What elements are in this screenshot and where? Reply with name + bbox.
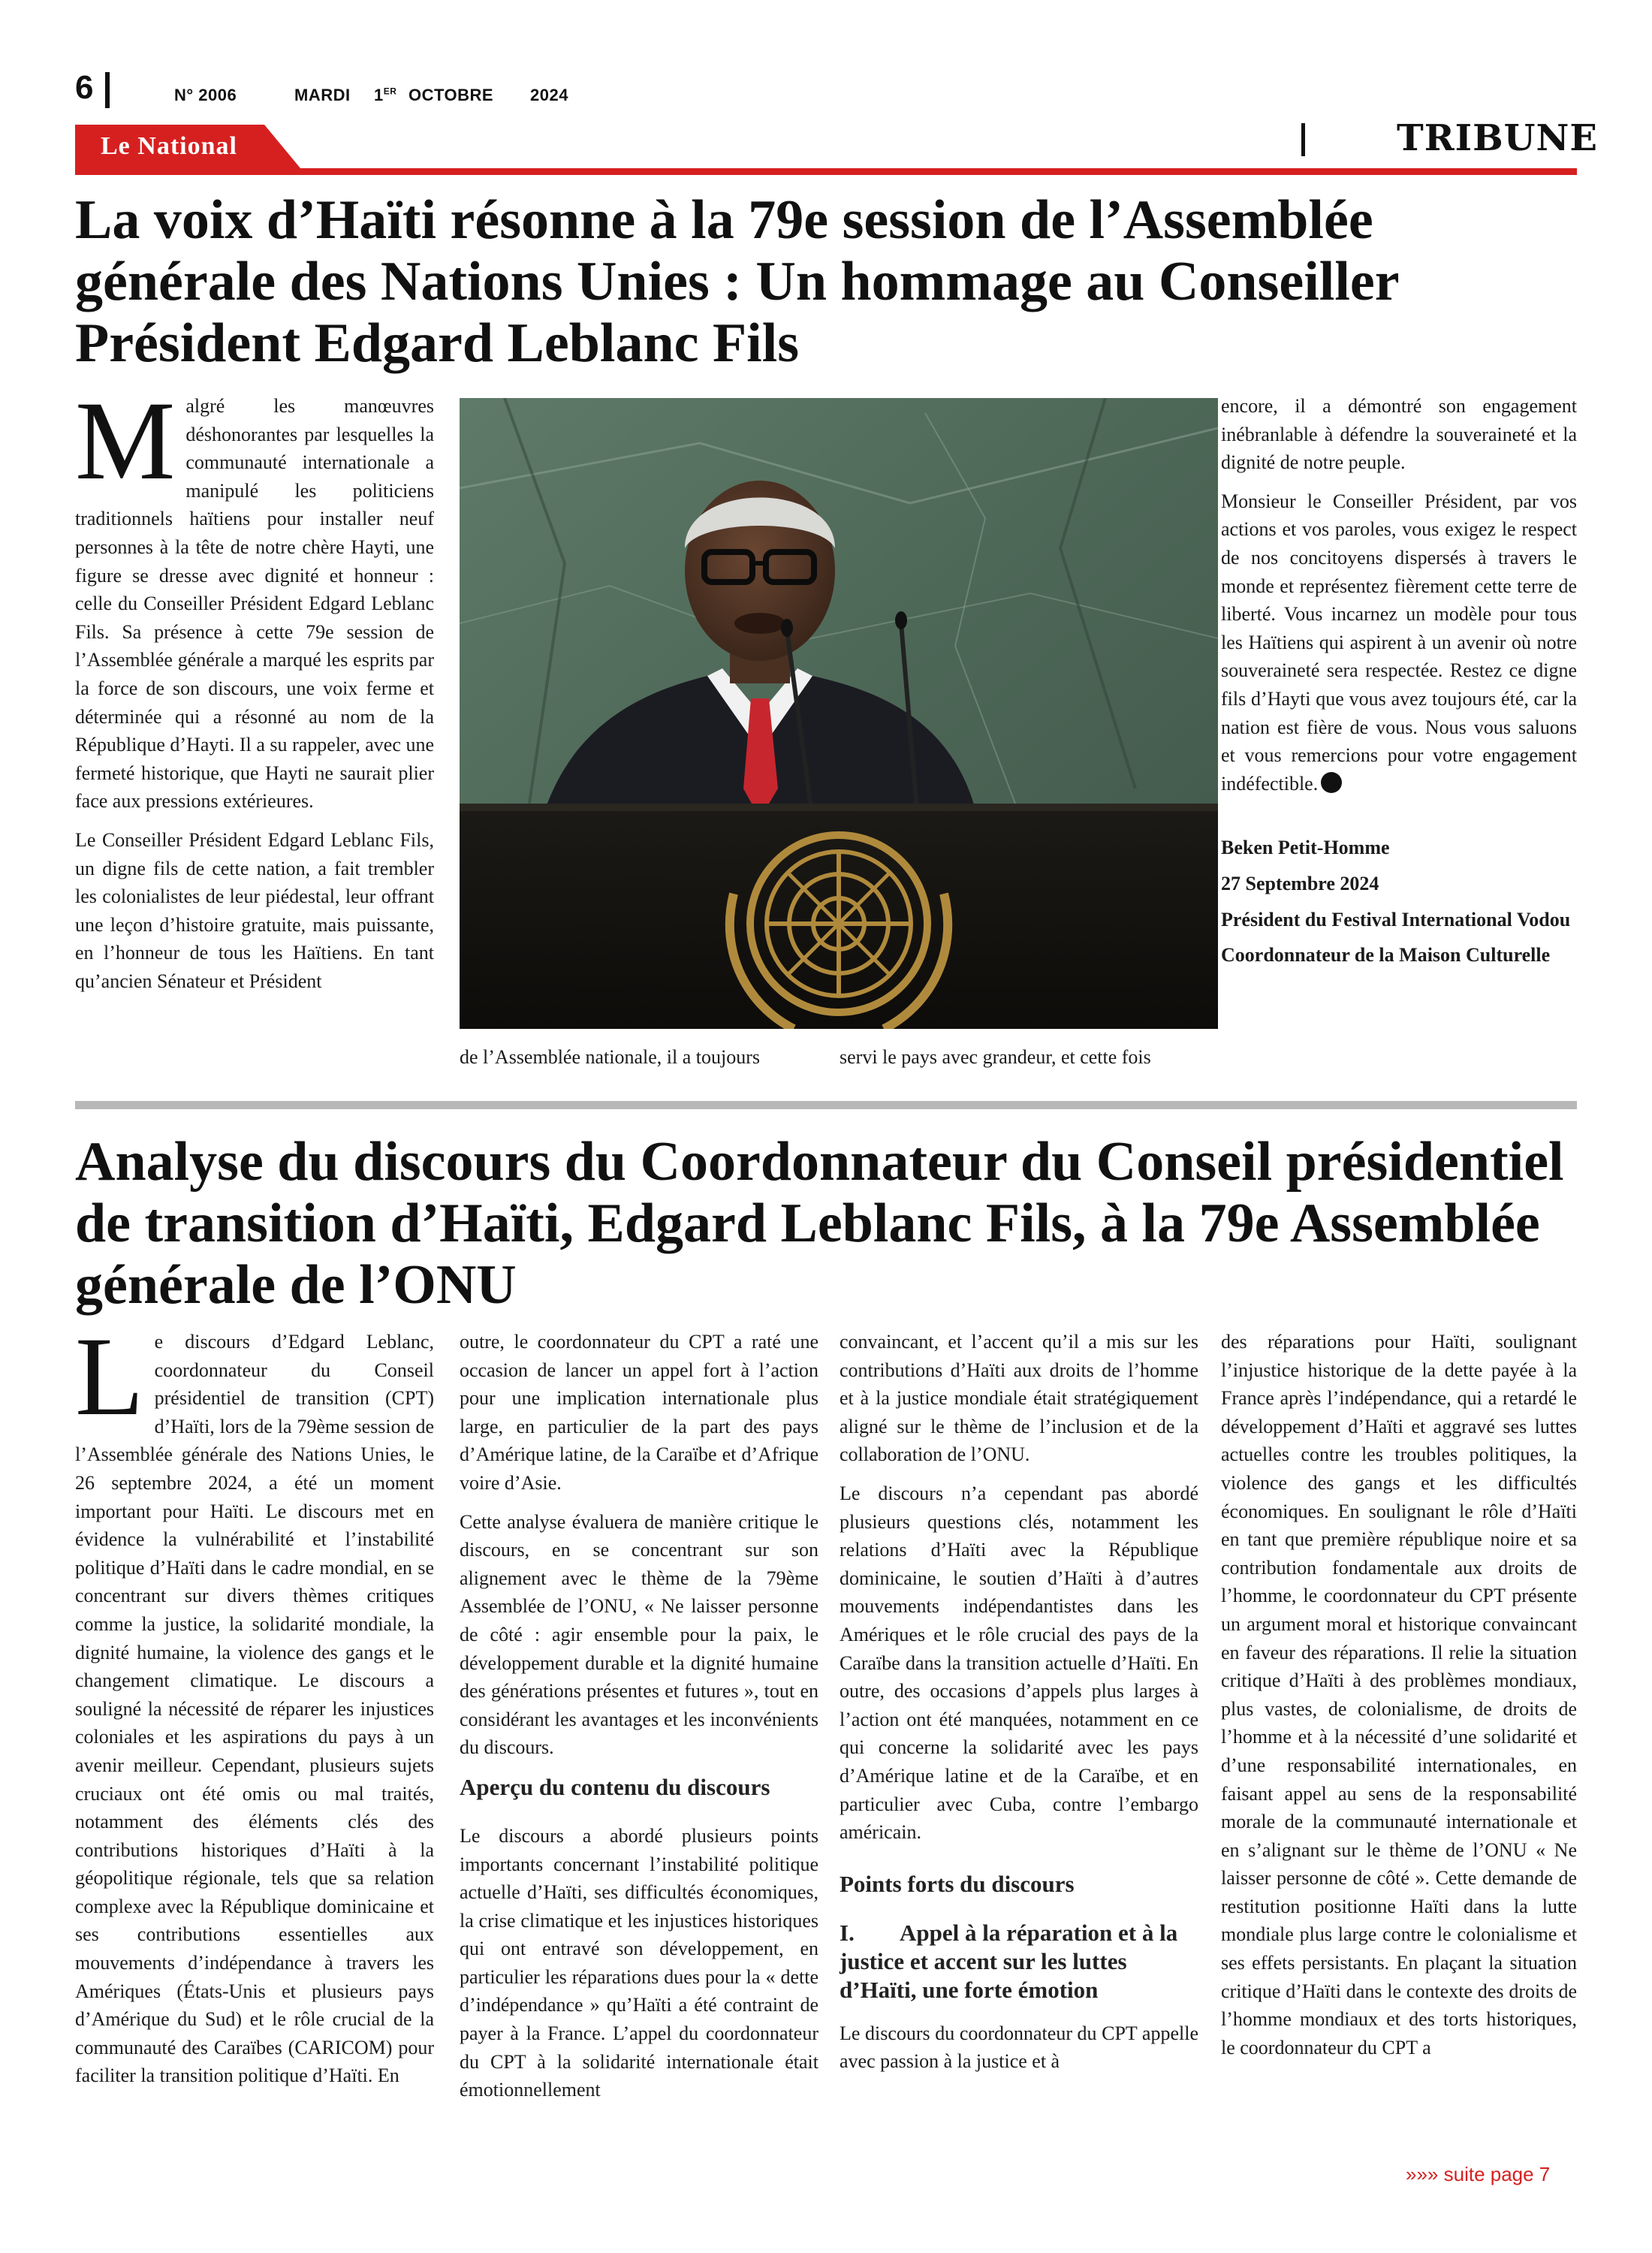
issue-number: N° 2006 — [174, 86, 237, 104]
article1-right-paragraph-2: Monsieur le Conseiller Président, par vos actions et vos paroles, vous exigez le respect de nos concitoyens dispersés à travers le monde et représentez fièrement cette terre de liberté. Vous incarnez un modèle pour tous les Haïtiens qui aspirent à un avenir où notre souveraineté sera respectée. Restez ce digne fils d’Hayti que vous avez toujours été, car la nation est fière de vous. Nous vous saluons et vous remercions pour votre engagement indéfectible. — [1221, 490, 1577, 795]
article2-col3-paragraph-1: convaincant, et l’accent qu’il a mis sur les contributions d’Haïti aux droits de l’homme et à la justice mondiale était stratégiquement aligné sur le thème de l’inclusion et de la collaboration de l’ONU. — [840, 1331, 1198, 1466]
article2-dropcap: L — [75, 1314, 144, 1439]
article1-paragraph-2: Le Conseiller Président Edgard Leblanc Fils, un digne fils de cette nation, a fait trembler les colonialistes de leur piédestal, leur offrant une leçon d’histoire gratuite, mais puissante, en l’honneur de tous les Haïtiens. En tant qu’ancien Sénateur et Président — [75, 828, 434, 992]
page-number-divider — [105, 72, 110, 108]
article1-continuation-right: servi le pays avec grandeur, et cette fois — [840, 1046, 1151, 1068]
article2-column-1 — [75, 1314, 434, 2101]
article2-col2-paragraph-1: outre, le coordonnateur du CPT a raté une occasion de lancer un appel fort à l’action pour une implication internationale plus large, en particulier de la part des pays d’Amérique latine, de la Caraïbe et d’Afrique voire d’Asie. — [460, 1331, 818, 1494]
author-role-2: Coordonnateur de la Maison Culturelle — [1221, 944, 1551, 967]
article2-subhead-highlights: Points forts du discours — [840, 1870, 1075, 1897]
header-rule — [75, 168, 1577, 175]
article2-column-2 — [460, 1328, 818, 2115]
article2-subhead-overview: Aperçu du contenu du discours — [460, 1773, 770, 1800]
article2-col4-text: des réparations pour Haïti, soulignant l’injustice historique de la dette payée à la France après l’indépendance, qui a retardé le développement d’Haïti et aggravé ses luttes actuelles contre les troubles politiques, la violence des gangs et les difficultés économiques. En soulignant le rôle d’Haïti en tant que première république noire et sa contribution fondamentale aux droits de l’homme, le coordonnateur du CPT présente un argument moral et historique convaincant en faveur des réparations. Il relie la situation critique d’Haïti à des problèmes mondiaux, plus vastes, de colonialisme, de droits de l’homme et à la nécessité d’une solidarité et d’une responsabilité internationales, en faisant appel au sens de la responsabilité morale de la communauté internationale et en s’alignant sur le thème de l’ONU « Ne laisser personne de côté ». Cette demande de restitution positionne Haïti dans la lutte mondiale plus large contre le colonialisme et ses effets persistants. En plaçant la situation critique d’Haïti dans le contexte des droits de l’homme mondiaux et des torts historiques, le coordonnateur du CPT a — [1221, 1331, 1577, 2058]
article2-col2-paragraph-3: Le discours a abordé plusieurs points importants concernant l’instabilité politique actuelle d’Haïti, ses difficultés économiques, la crise climatique et les injustices historiques qui ont entravé son développement, en particulier les réparations dues pour la « dette d’indépendance » qu’Haïti a été contraint de payer à la France. L’appel du coordonnateur du CPT à la solidarité internationale était émotionnellement — [460, 1824, 818, 2101]
article2-column-4 — [1221, 1328, 1577, 2072]
article1-continuation-left: de l’Assemblée nationale, il a toujours — [460, 1046, 761, 1068]
page-number: 6 — [75, 69, 94, 106]
article2-col3-paragraph-2: Le discours n’a cependant pas abordé plusieurs questions clés, notamment les relations d’Haïti avec la République dominicaine, le soutien d’Haïti à d’autres mouvements indépendantistes dans les Amériques et le rôle crucial des pays de la Caraïbe dans la transition actuelle d’Haïti. En outre, des occasions d’appels plus larges à l’action ont été manquées, notamment en ce qui concerne la solidarité avec les pays d’Amérique latine et de la Caraïbe, et en particulier avec Cuba, contre l’embargo américain. — [840, 1482, 1198, 1844]
author-role-1: Président du Festival International Vodou — [1221, 908, 1571, 930]
article1-photo — [460, 398, 1218, 1029]
article1-column-right — [1221, 392, 1577, 977]
article1-paragraph-1: algré les manœuvres déshonorantes par lesquelles la communauté internationale a manipulé les politiciens traditionnels haïtiens pour installer neuf personnes à la tête de notre chère Hayti, une figure se dresse avec dignité et honneur : celle du Conseiller Président Edgard Leblanc Fils. Sa présence à cette 79e session de l’Assemblée générale a marqué les esprits par la force de son discours, une voix ferme et déterminée qui a résonné au nom de la République d’Hayti. Il a su rappeler, avec une fermeté historique, que Hayti ne saurait plier face aux pressions extérieures. — [75, 395, 434, 813]
section-label: TRIBUNE — [1397, 117, 1598, 159]
article2-headline: Analyse du discours du Coordonnateur du Conseil présidentiel de transition d’Haïti, Edgard Leblanc Fils, à la 79e Assemblée générale de l’ONU — [75, 1131, 1564, 1316]
article2-col1-text: e discours d’Edgard Leblanc, coordonnateur du Conseil présidentiel de transition (CPT) d’Haïti, lors de la 79ème session de l’Assemblée générale des Nations Unies, le 26 septembre 2024, a été un moment important pour Haïti. Le discours met en évidence la vulnérabilité et l’instabilité politique d’Haïti dans le cadre mondial, en se concentrant sur divers thèmes critiques comme la justice, la solidarité mondiale, la dignité humaine, la violence des gangs et le changement climatique. Le discours a souligné la nécessité de réparer les injustices coloniales et les aspirations du pays à un avenir meilleur. Cependant, plusieurs sujets cruciaux ont été omis ou mal traités, notamment des éléments clés des contributions historiques d’Haïti à la géopolitique régionale, tels que sa relation complexe avec la République dominicaine et ses contributions essentielles aux mouvements d’indépendance à travers les Amériques (États-Unis et plusieurs pays d’Amérique du Sud) et le rôle crucial de la communauté des Caraïbes (CARICOM) pour faciliter la transition politique d’Haïti. En — [75, 1331, 434, 2087]
article1-dropcap: M — [75, 379, 176, 503]
article1-column-left — [75, 379, 434, 1068]
issue-month: OCTOBRE — [408, 86, 494, 104]
article2-numbered-heading: I. Appel à la réparation et à la justice et accent sur les luttes d’Haïti, une forte émotion — [840, 1919, 1178, 2003]
article1-right-paragraph-1: encore, il a démontré son engagement inébranlable à défendre la souveraineté et la dignité de notre peuple. — [1221, 395, 1577, 474]
author-name: Beken Petit-Homme — [1221, 837, 1390, 859]
article1-signoff — [1221, 834, 1577, 969]
brand-logo: Le National — [101, 132, 237, 160]
article-divider — [75, 1101, 1577, 1109]
article2-column-3 — [840, 1328, 1198, 2086]
issue-date: 1ER — [374, 86, 397, 104]
issue-year: 2024 — [530, 86, 568, 104]
issue-day: MARDI — [294, 86, 351, 104]
author-date: 27 Septembre 2024 — [1221, 872, 1379, 894]
article2-col3-paragraph-3: Le discours du coordonnateur du CPT appelle avec passion à la justice et à — [840, 2022, 1198, 2073]
end-mark-icon — [1321, 772, 1342, 793]
article2-numbered-heading-index: I. — [840, 1919, 855, 1946]
article2-col2-paragraph-2: Cette analyse évaluera de manière critique le discours, en se concentrant sur son alignement avec le thème de la 79ème Assemblée de l’ONU, « Ne laisser personne de côté : agir ensemble pour la paix, le développement durable et la dignité humaine des générations présentes et futures », tout en considérant les avantages et les inconvénients du discours. — [460, 1510, 818, 1759]
section-divider — [1301, 123, 1305, 156]
article1-headline: La voix d’Haïti résonne à la 79e session de l’Assemblée générale des Nations Unies : Un hommage au Conseiller Président Edgard Leblanc Fils — [75, 189, 1399, 374]
continued-link[interactable]: »»» suite page 7 — [1406, 2163, 1551, 2185]
